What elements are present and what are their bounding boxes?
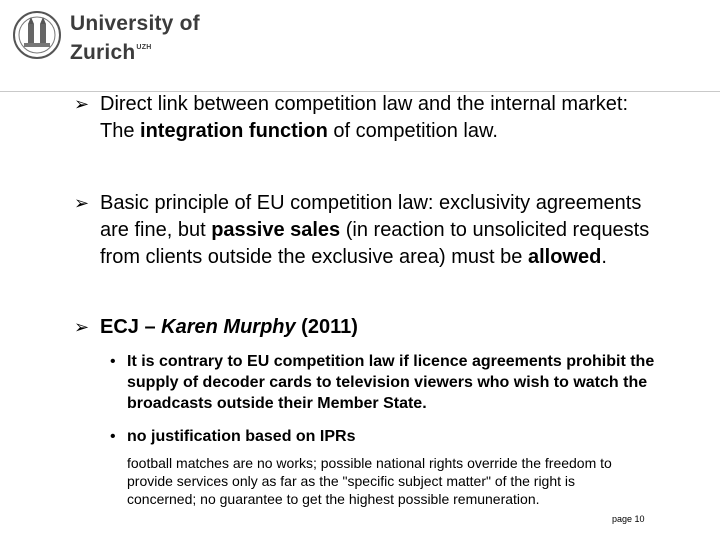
bullet-text-run: Karen Murphy <box>161 316 296 338</box>
bullet-text-run: allowed <box>527 246 602 268</box>
bullet-text-run: Basic principle of EU competition law: exclusivity agreements are fine, but <box>100 192 642 241</box>
logo-line-1: University of <box>70 12 200 35</box>
bullet-text-run: . <box>601 246 607 268</box>
bullet-text-run: integration function <box>140 120 328 142</box>
bullet-text-run: Direct link between competition law and the internal market: The <box>100 93 629 142</box>
sub-bullet-text: It is contrary to EU competition law if licence agreements prohibit the supply of decoder cards to television viewers who wish to watch the broadcasts outside their Member State. <box>127 353 655 412</box>
logo-line-2-text: Zurich <box>70 41 136 64</box>
university-seal-icon <box>12 10 62 60</box>
page-number: page 10 <box>612 514 645 524</box>
bullet-text <box>100 314 660 341</box>
bullet-text <box>100 190 660 271</box>
arrow-bullet-icon: ➢ <box>74 94 90 114</box>
arrow-bullet-icon: ➢ <box>74 317 90 337</box>
sub-bullet-marker: • <box>110 353 116 370</box>
sub-bullet-marker: • <box>110 428 116 445</box>
bullet-text-run: of competition law. <box>327 120 498 142</box>
bullet-text-run: (2011) <box>295 316 358 338</box>
logo-superscript: UZH <box>136 44 152 51</box>
university-logo <box>70 12 200 65</box>
logo-line-2 <box>70 36 200 65</box>
sub-bullet-text: no justification based on IPRs <box>127 428 356 445</box>
bullet-text-run: (in reaction to unsolicited requests from clients outside the exclusive area) must be <box>100 219 650 268</box>
arrow-bullet-icon: ➢ <box>74 193 90 213</box>
bullet-text-run: ECJ – <box>100 316 162 338</box>
bullet-text-run: passive sales <box>211 219 341 241</box>
bullet-text <box>100 91 660 145</box>
note-text: football matches are no works; possible national rights override the freedom to provide services only as far as the "specific subject matter" of the right is concerned; no guarantee to get the highest possible remuneration. <box>127 455 612 507</box>
slide-header <box>0 0 720 92</box>
